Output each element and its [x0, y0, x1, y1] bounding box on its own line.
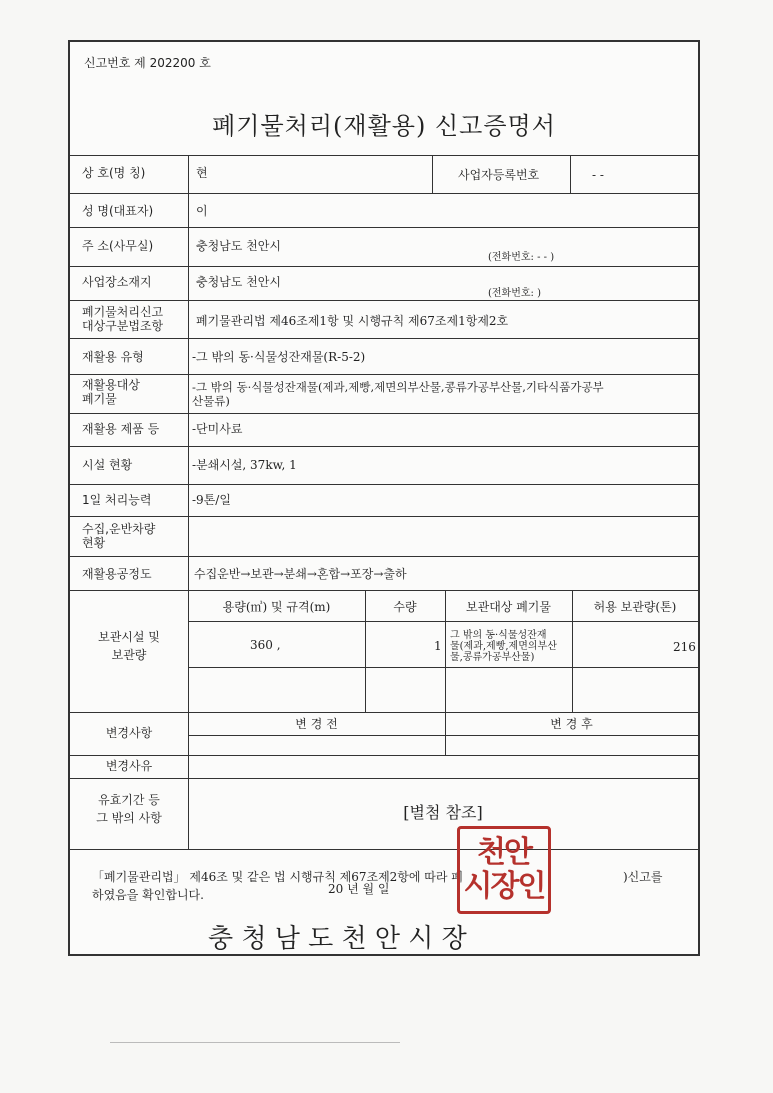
certificate-document — [68, 40, 700, 956]
doc-number: 신고번호 제 202200 호 — [84, 56, 211, 70]
facility-label: 시설 현황 — [82, 458, 133, 472]
recycle-type-value: -그 밖의 동·식물성잔재물(R-5-2) — [192, 350, 366, 364]
validity-label-2: 그 밖의 사항 — [96, 811, 162, 825]
vehicle-label-2: 현황 — [82, 536, 106, 550]
storage-qty: 1 — [434, 639, 442, 653]
site-value: 충청남도 천안시 — [196, 275, 281, 289]
target-value-2: 산물류) — [192, 394, 230, 408]
target-label-2: 폐기물 — [82, 392, 117, 406]
storage-label-2: 보관량 — [111, 648, 147, 662]
storage-waste-2: 물(제과,제빵,제면의부산 — [450, 641, 557, 652]
statement-line-1: 「폐기물관리법」 제46조 및 같은 법 시행규칙 제67조제2항에 따라 폐 — [92, 870, 463, 884]
change-after: 변 경 후 — [550, 717, 593, 731]
law-label-1: 폐기물처리신고 — [82, 305, 164, 319]
validity-value: [별첨 참조] — [403, 803, 483, 822]
biz-reg-value: - - — [592, 168, 604, 182]
issue-date: 20 년 월 일 — [328, 882, 390, 896]
storage-header-allowed: 허용 보관량(톤) — [593, 600, 677, 614]
site-phone: (전화번호: ) — [488, 288, 541, 299]
facility-value: -분쇄시설, 37kw, 1 — [192, 458, 297, 472]
page-title: 폐기물처리(재활용) 신고증명서 — [212, 112, 556, 140]
capacity-label: 1일 처리능력 — [82, 493, 152, 507]
process-value: 수집운반→보관→분쇄→혼합→포장→출하 — [194, 567, 407, 581]
law-value: 폐기물관리법 제46조제1항 및 시행규칙 제67조제1항제2호 — [196, 314, 509, 328]
target-label-1: 재활용대상 — [82, 378, 140, 392]
company-label: 상 호(명 칭) — [82, 166, 146, 180]
change-before: 변 경 전 — [295, 717, 338, 731]
product-label: 재활용 제품 등 — [82, 422, 160, 436]
change-label: 변경사항 — [105, 726, 153, 740]
change-reason-label: 변경사유 — [105, 759, 153, 773]
address-phone: (전화번호: - - ) — [488, 252, 555, 263]
site-label: 사업장소재지 — [82, 275, 152, 289]
statement-line-2: 하였음을 확인합니다. — [92, 888, 204, 902]
capacity-value: -9톤/일 — [192, 493, 231, 507]
storage-capacity: 360 , — [250, 638, 281, 652]
issuer-name: 충 청 남 도 천 안 시 장 — [208, 924, 467, 954]
vehicle-label-1: 수집,운반차량 — [82, 522, 156, 536]
storage-header-capacity: 용량(㎥) 및 규격(m) — [222, 600, 331, 614]
law-label-2: 대상구분법조항 — [82, 319, 164, 333]
storage-label-1: 보관시설 및 — [98, 630, 160, 644]
storage-allowed: 216 — [673, 640, 696, 654]
validity-label-1: 유효기간 등 — [98, 793, 160, 807]
process-label: 재활용공정도 — [82, 567, 152, 581]
biz-reg-label: 사업자등록번호 — [458, 168, 540, 182]
storage-waste-3: 물,콩류가공부산물) — [450, 652, 535, 663]
product-value: -단미사료 — [192, 422, 243, 436]
company-value: 현 — [196, 166, 208, 180]
name-value: 이 — [196, 204, 208, 218]
storage-header-waste: 보관대상 폐기물 — [466, 600, 551, 614]
footer-divider — [110, 1042, 400, 1043]
address-label: 주 소(사무실) — [82, 239, 154, 253]
storage-header-qty: 수량 — [393, 600, 417, 614]
recycle-type-label: 재활용 유형 — [82, 350, 144, 364]
storage-waste-1: 그 밖의 동·식물성잔재 — [450, 630, 547, 641]
target-value-1: -그 밖의 동·식물성잔재물(제과,제빵,제면의부산물,콩류가공부산물,기타식품가공부 — [192, 380, 604, 394]
official-seal: 천안 시장인 — [457, 826, 551, 914]
address-value: 충청남도 천안시 — [196, 239, 281, 253]
statement-line-1-end: )신고를 — [623, 870, 663, 884]
name-label: 성 명(대표자) — [82, 204, 154, 218]
